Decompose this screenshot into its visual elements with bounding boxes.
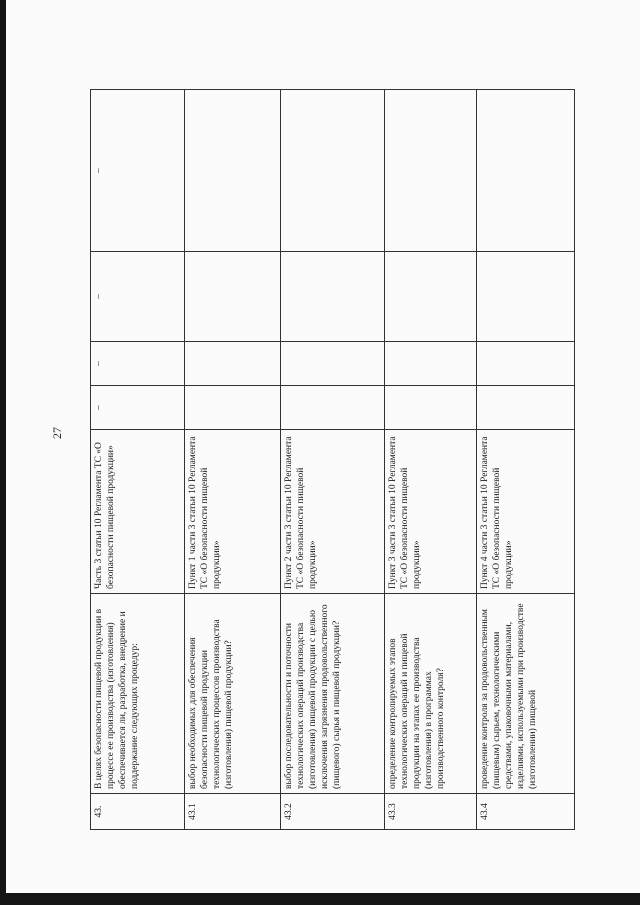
note-cell	[185, 90, 281, 252]
answer-no-cell: –	[91, 342, 185, 386]
question-cell: выбор последовательности и поточности технологических операций производства (изготовления) пищевой продукции с целью исключения загрязнения продовольственного (пищевого) сырья и пищевой продукции?	[281, 594, 385, 794]
row-number-cell: 43.4	[477, 794, 575, 830]
answer-yes-cell: –	[91, 386, 185, 430]
note-cell	[477, 90, 575, 252]
legal-reference-cell: Пункт 4 части 3 статьи 10 Регламента ТС «О безопасности пищевой продукции»	[477, 430, 575, 594]
question-cell: определение контролируемых этапов технологических операций и пищевой продукции на этапах ее производства (изготовления) в программах производственного контроля?	[385, 594, 477, 794]
not-applicable-cell	[281, 252, 385, 342]
row-number-cell: 43.	[91, 794, 185, 830]
legal-reference-cell: Пункт 2 части 3 статьи 10 Регламента ТС «О безопасности пищевой продукции»	[281, 430, 385, 594]
answer-yes-cell	[185, 386, 281, 430]
question-cell: проведение контроля за продовольственным (пищевым) сырьем, технологическими средствами, упаковочными материалами, изделиями, используемыми при производстве (изготовлении) пищевой	[477, 594, 575, 794]
table-row	[91, 90, 185, 830]
legal-reference-cell: Пункт 3 части 3 статьи 10 Регламента ТС «О безопасности пищевой продукции»	[385, 430, 477, 594]
note-cell: –	[91, 90, 185, 252]
page-number: 27	[50, 427, 64, 439]
answer-yes-cell	[477, 386, 575, 430]
not-applicable-cell: –	[91, 252, 185, 342]
table-row	[185, 90, 281, 830]
note-cell	[385, 90, 477, 252]
answer-yes-cell	[385, 386, 477, 430]
not-applicable-cell	[185, 252, 281, 342]
answer-no-cell	[281, 342, 385, 386]
checklist-table	[90, 89, 575, 830]
legal-reference-cell: Пункт 1 части 3 статьи 10 Регламента ТС «О безопасности пищевой продукции»	[185, 430, 281, 594]
answer-no-cell	[477, 342, 575, 386]
answer-no-cell	[385, 342, 477, 386]
answer-no-cell	[185, 342, 281, 386]
table-row	[281, 90, 385, 830]
rotated-table-frame	[90, 90, 574, 830]
row-number-cell: 43.3	[385, 794, 477, 830]
answer-yes-cell	[281, 386, 385, 430]
not-applicable-cell	[385, 252, 477, 342]
question-cell: В целях безопасности пищевой продукции в процессе ее производства (изготовления) обеспечивается ли, разработка, внедрение и поддержание следующих процедур:	[91, 594, 185, 794]
row-number-cell: 43.1	[185, 794, 281, 830]
legal-reference-cell: Часть 3 статьи 10 Регламента ТС «О безопасности пищевой продукции»	[91, 430, 185, 594]
scan-bottom-edge	[0, 893, 640, 905]
table-row	[477, 90, 575, 830]
table-row	[385, 90, 477, 830]
note-cell	[281, 90, 385, 252]
not-applicable-cell	[477, 252, 575, 342]
scan-left-edge	[0, 0, 6, 905]
row-number-cell: 43.2	[281, 794, 385, 830]
question-cell: выбор необходимых для обеспечения безопасности пищевой продукции технологических процессов производства (изготовления) пищевой продукции?	[185, 594, 281, 794]
